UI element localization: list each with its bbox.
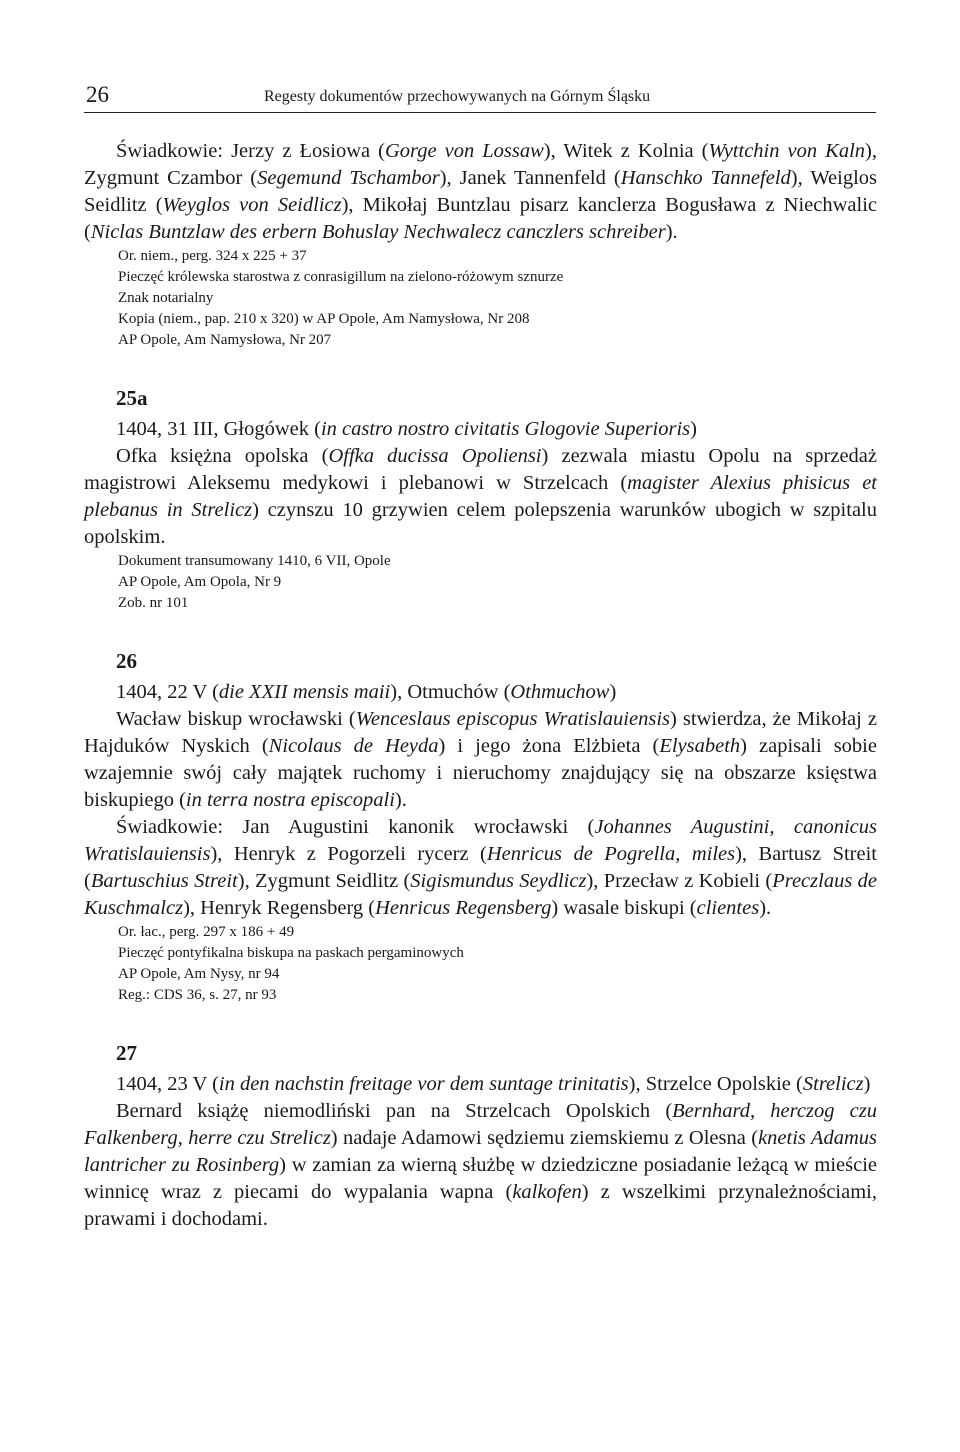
latin-phrase: Preczlaus de Kuschmalcz — [84, 870, 877, 919]
latin-phrase: in terra nostra episcopali — [185, 789, 395, 811]
latin-phrase: magister Alexius phisicus et plebanus in Strelicz — [84, 472, 877, 521]
latin-phrase: Gorge von Lossaw — [384, 140, 544, 162]
latin-phrase: clientes — [696, 897, 760, 919]
archival-note: Reg.: CDS 36, s. 27, nr 93 — [118, 987, 277, 1003]
entry-date-place: 1404, 23 V (in den nachstin freitage vor dem suntage trinitatis), Strzelce Opolskie (Strelicz) — [116, 1073, 871, 1095]
latin-phrase: Johannes Augustini, canonicus Wratislauiensis — [84, 816, 877, 865]
latin-phrase: Nicolaus de Heyda — [268, 735, 439, 757]
page-number: 26 — [86, 82, 109, 107]
latin-phrase: die XXII mensis maii — [218, 681, 391, 703]
running-title: Regesty dokumentów przechowywanych na Górnym Śląsku — [264, 88, 651, 105]
latin-phrase: Segemund Tschambor — [257, 167, 440, 189]
regest-entry — [84, 385, 877, 614]
latin-phrase: Strelicz — [802, 1073, 864, 1095]
archival-notes — [84, 551, 877, 614]
archival-note: AP Opole, Am Opola, Nr 9 — [118, 574, 282, 590]
intro-section — [84, 138, 877, 351]
latin-phrase: Wyttchin von Kaln — [708, 140, 866, 162]
page-header — [84, 80, 876, 113]
archival-note: AP Opole, Am Namysłowa, Nr 207 — [118, 332, 332, 348]
entry-number: 25a — [116, 386, 148, 410]
latin-phrase: Niclas Buntzlaw des erbern Bohuslay Nechwalecz canczlers schreiber — [90, 221, 666, 243]
entry-paragraph: Ofka księżna opolska (Offka ducissa Opoliensi) zezwala miastu Opolu na sprzedaż magistrowi Aleksemu medykowi i plebanowi w Strzelcach (magister Alexius phisicus et plebanus in Strelicz) czynszu 10 grzywien celem polepszenia warunków ubogich w szpitalu opolskim. — [84, 445, 877, 548]
latin-phrase: Weyglos von Seidlicz — [162, 194, 342, 216]
archival-note: Dokument transumowany 1410, 6 VII, Opole — [118, 553, 391, 569]
archival-note: Pieczęć pontyfikalna biskupa na paskach pergaminowych — [118, 945, 464, 961]
entry-number: 27 — [116, 1041, 137, 1065]
latin-phrase: Offka ducissa Opoliensi — [328, 445, 542, 467]
latin-phrase: Othmuchow — [510, 681, 610, 703]
archival-notes — [84, 922, 877, 1006]
archival-note: Zob. nr 101 — [118, 595, 189, 611]
entry-date-place: 1404, 31 III, Głogówek (in castro nostro civitatis Glogovie Superioris) — [116, 418, 697, 440]
archival-note: AP Opole, Am Nysy, nr 94 — [118, 966, 280, 982]
regest-entry — [84, 648, 877, 1006]
regest-entry — [84, 1040, 877, 1233]
latin-phrase: in den nachstin freitage vor dem suntage trinitatis — [218, 1073, 629, 1095]
latin-phrase: Sigismundus Seydlicz — [410, 870, 587, 892]
archival-note: Znak notarialny — [118, 290, 214, 306]
latin-phrase: in castro nostro civitatis Glogovie Superioris — [320, 418, 691, 440]
latin-phrase: Bartuschius Streit — [90, 870, 238, 892]
latin-phrase: Elysabeth — [659, 735, 741, 757]
archival-note: Pieczęć królewska starostwa z conrasigillum na zielono-różowym sznurze — [118, 269, 564, 285]
latin-phrase: Henricus Regensberg — [375, 897, 552, 919]
archival-note: Kopia (niem., pap. 210 x 320) w AP Opole, Am Namysłowa, Nr 208 — [118, 311, 530, 327]
entry-date-place: 1404, 22 V (die XXII mensis maii), Otmuchów (Othmuchow) — [116, 681, 617, 703]
latin-phrase: Hanschko Tannefeld — [620, 167, 791, 189]
entry-paragraph: Świadkowie: Jan Augustini kanonik wrocławski (Johannes Augustini, canonicus Wratislauiensis), Henryk z Pogorzeli rycerz (Henricus de Pogrella, miles), Bartusz Streit (Bartuschius Streit), Zygmunt Seidlitz (Sigismundus Seydlicz), Przecław z Kobieli (Preczlaus de Kuschmalcz), Henryk Regensberg (Henricus Regensberg) wasale biskupi (clientes). — [84, 816, 877, 919]
latin-phrase: kalkofen — [512, 1181, 582, 1203]
latin-phrase: Wenceslaus episcopus Wratislauiensis — [355, 708, 671, 730]
archival-note: Or. łac., perg. 297 x 186 + 49 — [118, 924, 295, 940]
latin-phrase: knetis Adamus lantricher zu Rosinberg — [84, 1127, 877, 1176]
page-content — [84, 138, 877, 1233]
entry-paragraph: Bernard książę niemodliński pan na Strzelcach Opolskich (Bernhard, herczog czu Falkenberg, herre czu Strelicz) nadaje Adamowi sędziemu ziemskiemu z Olesna (knetis Adamus lantricher zu Rosinberg) w zamian za wierną służbę w dziedziczne posiadanie leżącą w mieście winnicę wraz z piecami do wypalania wapna (kalkofen) z wszelkimi przynależnościami, prawami i dochodami. — [84, 1100, 877, 1230]
archival-notes — [84, 246, 877, 351]
entry-number: 26 — [116, 649, 137, 673]
latin-phrase: Bernhard, herczog czu Falkenberg, herre czu Strelicz — [84, 1100, 877, 1149]
latin-phrase: Henricus de Pogrella, miles — [486, 843, 736, 865]
witnesses-paragraph: Świadkowie: Jerzy z Łosiowa (Gorge von Lossaw), Witek z Kolnia (Wyttchin von Kaln), Zygmunt Czambor (Segemund Tschambor), Janek Tannenfeld (Hanschko Tannefeld), Weiglos Seidlitz (Weyglos von Seidlicz), Mikołaj Buntzlau pisarz kanclerza Bogusława z Niechwalic (Niclas Buntzlaw des erbern Bohuslay Nechwalecz canczlers schreiber). — [84, 140, 878, 243]
regest-entries — [84, 385, 877, 1233]
entry-paragraph: Wacław biskup wrocławski (Wenceslaus episcopus Wratislauiensis) stwierdza, że Mikołaj z Hajduków Nyskich (Nicolaus de Heyda) i jego żona Elżbieta (Elysabeth) zapisali sobie wzajemnie swój cały majątek ruchomy i nieruchomy znajdujący się na obszarze księstwa biskupiego (in terra nostra episcopali). — [84, 708, 877, 811]
archival-note: Or. niem., perg. 324 x 225 + 37 — [118, 248, 307, 264]
